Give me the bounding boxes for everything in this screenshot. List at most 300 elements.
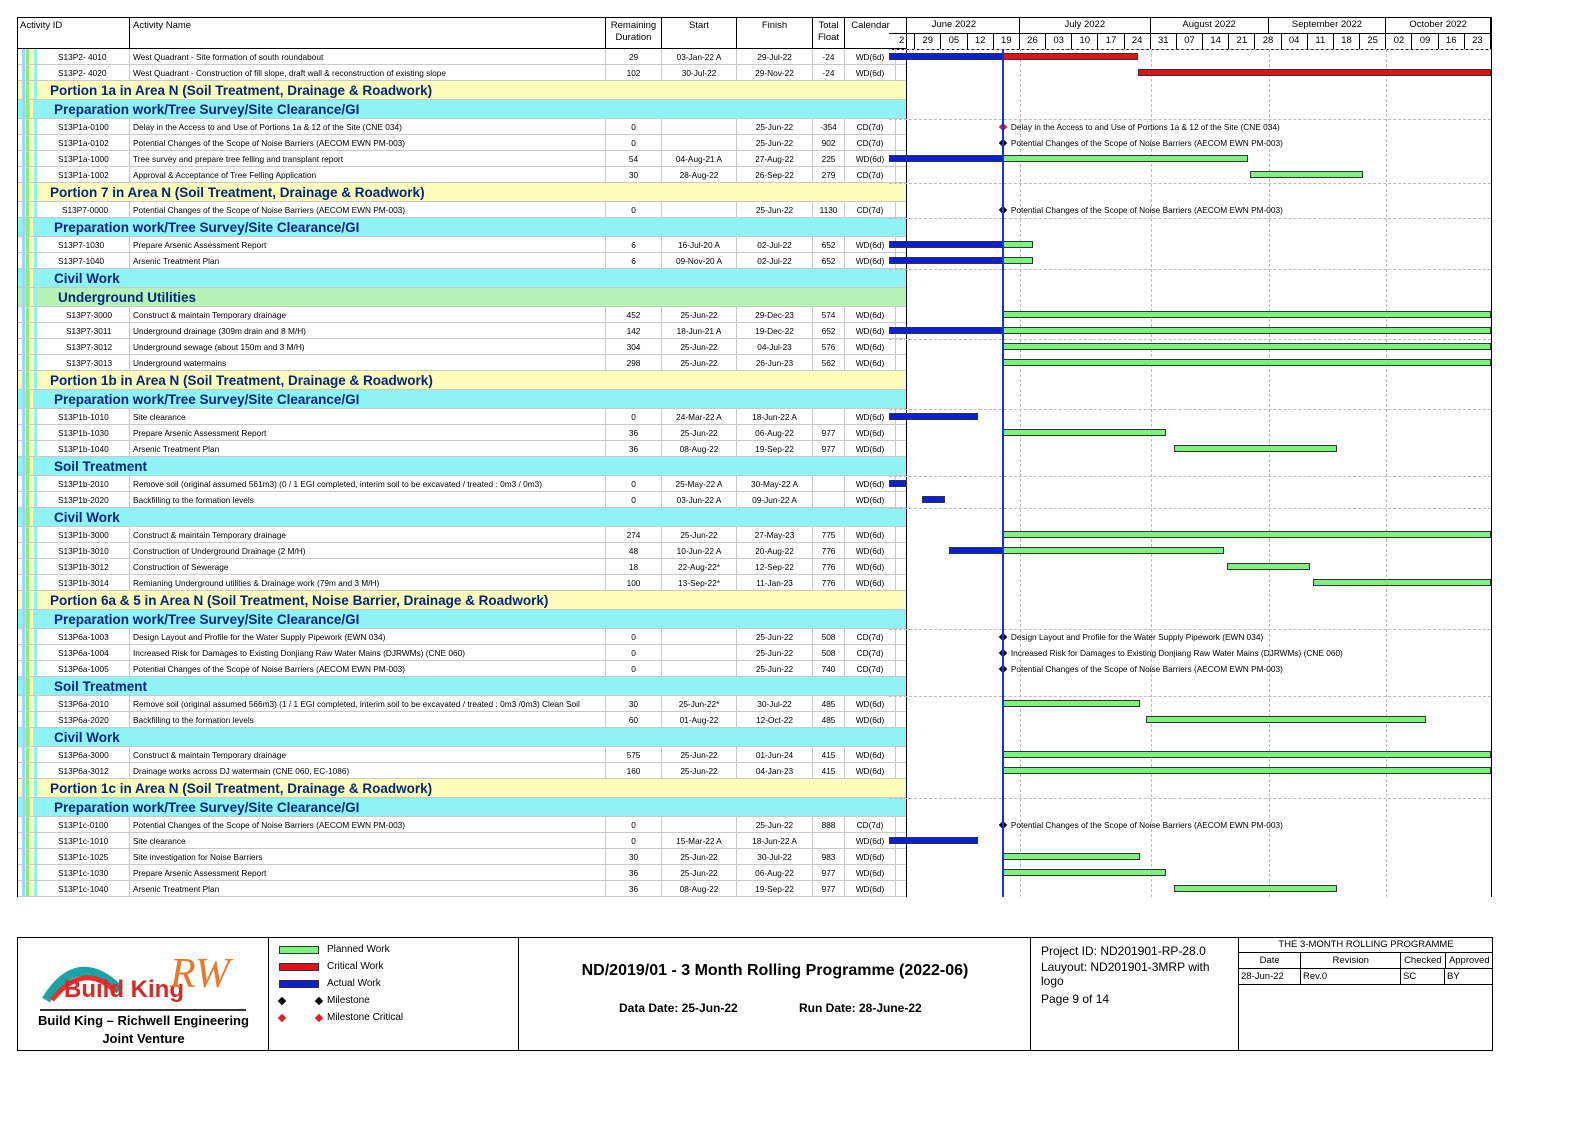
outline-stripes <box>18 508 40 526</box>
table-row[interactable] <box>18 65 906 81</box>
start-date: 16-Jul-20 A <box>662 237 737 252</box>
activity-name: Remove soil (original assumed 561m3) (0 / 1 EGI completed, interim soil to be excavated / treated : 0m3 / 0m3) <box>130 476 606 491</box>
timeline-months <box>889 18 1491 34</box>
week-label: 21 <box>1229 34 1255 49</box>
outline-stripes <box>18 747 40 762</box>
outline-stripes <box>18 849 40 864</box>
activity-name: Prepare Arsenic Assessment Report <box>130 237 606 252</box>
calendar: WD(6d) <box>845 559 896 574</box>
calendar: WD(6d) <box>845 49 896 64</box>
activity-name: Arsenic Treatment Plan <box>130 881 606 896</box>
wbs-group-header[interactable] <box>18 728 906 747</box>
start-date: 25-Jun-22 <box>662 763 737 778</box>
finish-date: 29-Jul-22 <box>737 49 813 64</box>
start-date <box>662 661 737 676</box>
wbs-portion-header[interactable] <box>18 371 906 390</box>
table-row[interactable] <box>18 237 906 253</box>
week-label: 23 <box>1465 34 1491 49</box>
total-float <box>813 833 845 848</box>
activity-id: S13P1b-3012 <box>18 559 130 574</box>
activity-id: S13P7-1030 <box>18 237 130 252</box>
table-row[interactable] <box>18 307 906 323</box>
planned-work-bar[interactable] <box>1174 885 1336 892</box>
header-start: Start <box>662 18 737 48</box>
remaining-duration: 0 <box>606 661 662 676</box>
wbs-group-header[interactable] <box>18 288 906 307</box>
remaining-duration: 30 <box>606 696 662 711</box>
total-float: 225 <box>813 151 845 166</box>
total-float: 977 <box>813 441 845 456</box>
table-row[interactable] <box>18 575 906 591</box>
row-gridline <box>889 339 1491 340</box>
wbs-group-header[interactable] <box>18 100 906 119</box>
revision-header <box>1239 953 1493 969</box>
rev-header-date: Date <box>1239 953 1301 968</box>
activity-name: Construct & maintain Temporary drainage <box>130 527 606 542</box>
legend-planned-swatch <box>279 946 319 954</box>
activity-name: Construction of Underground Drainage (2 M/H) <box>130 543 606 558</box>
row-gridline <box>889 696 1491 697</box>
row-gridline <box>889 49 1491 50</box>
outline-stripes <box>18 218 40 236</box>
remaining-duration: 298 <box>606 355 662 370</box>
outline-stripes <box>18 763 40 778</box>
title-cell <box>519 938 1031 1050</box>
wbs-label: Portion 1c in Area N (Soil Treatment, Drainage & Roadwork) <box>50 781 433 796</box>
outline-stripes <box>18 661 40 676</box>
activity-id: S13P1c-1030 <box>18 865 130 880</box>
planned-work-bar[interactable] <box>1003 155 1248 162</box>
outline-stripes <box>18 65 40 80</box>
activity-name: Backfilling to the formation levels <box>130 712 606 727</box>
start-date: 25-Jun-22 <box>662 425 737 440</box>
logo-caption-1: Build King – Richwell Engineering <box>38 1013 249 1028</box>
start-date: 08-Aug-22 <box>662 441 737 456</box>
start-date <box>662 202 737 217</box>
table-row[interactable] <box>18 747 906 763</box>
page-number: Page 9 of 14 <box>1041 992 1110 1006</box>
actual-work-bar[interactable] <box>922 496 946 503</box>
outline-stripes <box>18 425 40 440</box>
wbs-label: Preparation work/Tree Survey/Site Clearance/GI <box>54 220 360 235</box>
wbs-label: Portion 6a & 5 in Area N (Soil Treatment, Noise Barrier, Drainage & Roadwork) <box>50 593 549 608</box>
wbs-group-header[interactable] <box>18 390 906 409</box>
revision-row <box>1239 969 1493 985</box>
activity-id: S13P1c-0100 <box>18 817 130 832</box>
planned-work-bar[interactable] <box>1003 853 1140 860</box>
table-row[interactable] <box>18 119 906 135</box>
wbs-group-header[interactable] <box>18 269 906 288</box>
remaining-duration: 160 <box>606 763 662 778</box>
outline-stripes <box>18 371 40 389</box>
total-float: 977 <box>813 865 845 880</box>
actual-work-bar[interactable] <box>889 837 978 844</box>
total-float: 775 <box>813 527 845 542</box>
milestone-label: Design Layout and Profile for the Water Supply Pipework (EWN 034) <box>1010 632 1264 642</box>
activity-id: S13P1b-1040 <box>18 441 130 456</box>
wbs-label: Soil Treatment <box>54 459 148 474</box>
activity-name: West Quadrant - Construction of fill slope, draft wall & reconstruction of existing slope <box>130 65 606 80</box>
critical-work-bar[interactable] <box>1138 69 1491 76</box>
activity-id: S13P2- 4010 <box>18 49 130 64</box>
activity-name: Site clearance <box>130 409 606 424</box>
header-activity-id: Activity ID <box>18 18 130 48</box>
finish-date: 25-Jun-22 <box>737 629 813 644</box>
total-float: -24 <box>813 65 845 80</box>
activity-name: Prepare Arsenic Assessment Report <box>130 425 606 440</box>
week-label: 29 <box>915 34 941 49</box>
start-date: 03-Jan-22 A <box>662 49 737 64</box>
activity-id: S13P1c-1010 <box>18 833 130 848</box>
finish-date: 18-Jun-22 A <box>737 833 813 848</box>
activity-name: Potential Changes of the Scope of Noise Barriers (AECOM EWN PM-003) <box>130 661 606 676</box>
planned-work-bar[interactable] <box>1313 579 1491 586</box>
table-row[interactable] <box>18 661 906 677</box>
table-row[interactable] <box>18 881 906 897</box>
wbs-label: Civil Work <box>54 730 120 745</box>
remaining-duration: 36 <box>606 881 662 896</box>
start-date: 28-Aug-22 <box>662 167 737 182</box>
header-finish: Finish <box>737 18 813 48</box>
remaining-duration: 100 <box>606 575 662 590</box>
remaining-duration: 0 <box>606 833 662 848</box>
outline-stripes <box>18 881 40 896</box>
activity-name: Construct & maintain Temporary drainage <box>130 307 606 322</box>
activity-id: S13P6a-2020 <box>18 712 130 727</box>
milestone-critical-icon <box>315 1014 323 1022</box>
table-row[interactable] <box>18 527 906 543</box>
actual-work-bar[interactable] <box>889 327 1003 334</box>
start-date: 24-Mar-22 A <box>662 409 737 424</box>
actual-work-bar[interactable] <box>889 155 1003 162</box>
outline-stripes <box>18 167 40 182</box>
planned-work-bar[interactable] <box>1003 767 1491 774</box>
outline-stripes <box>18 135 40 150</box>
table-row[interactable] <box>18 49 906 65</box>
remaining-duration: 48 <box>606 543 662 558</box>
table-row[interactable] <box>18 817 906 833</box>
week-label: 10 <box>1072 34 1098 49</box>
total-float: 574 <box>813 307 845 322</box>
actual-work-bar[interactable] <box>889 480 907 487</box>
activity-name: Potential Changes of the Scope of Noise Barriers (AECOM EWN PM-003) <box>130 135 606 150</box>
table-row[interactable] <box>18 323 906 339</box>
table-row[interactable] <box>18 492 906 508</box>
remaining-duration: 142 <box>606 323 662 338</box>
activity-id: S13P6a-1005 <box>18 661 130 676</box>
activity-name: Arsenic Treatment Plan <box>130 253 606 268</box>
remaining-duration: 6 <box>606 253 662 268</box>
header-remaining-duration: Remaining Duration <box>606 18 662 48</box>
activity-name: Design Layout and Profile for the Water Supply Pipework (EWN 034) <box>130 629 606 644</box>
activity-id: S13P6a-2010 <box>18 696 130 711</box>
wbs-group-header[interactable] <box>18 677 906 696</box>
start-date: 13-Sep-22* <box>662 575 737 590</box>
table-row[interactable] <box>18 425 906 441</box>
planned-work-bar[interactable] <box>1003 547 1224 554</box>
calendar: WD(6d) <box>845 323 896 338</box>
total-float: 415 <box>813 747 845 762</box>
planned-work-bar[interactable] <box>1003 241 1033 248</box>
schedule-sheet <box>17 17 1522 1074</box>
row-gridline <box>889 629 1491 630</box>
actual-work-bar[interactable] <box>889 257 1003 264</box>
row-gridline <box>889 508 1491 509</box>
outline-stripes <box>18 629 40 644</box>
week-label: 31 <box>1151 34 1177 49</box>
rev-header-revision: Revision <box>1301 953 1401 968</box>
remaining-duration: 0 <box>606 409 662 424</box>
total-float: 977 <box>813 881 845 896</box>
row-gridline <box>889 218 1491 219</box>
milestone-icon <box>278 997 286 1005</box>
calendar: WD(6d) <box>845 575 896 590</box>
finish-date: 02-Jul-22 <box>737 237 813 252</box>
total-float: 776 <box>813 559 845 574</box>
finish-date: 27-Aug-22 <box>737 151 813 166</box>
outline-stripes <box>18 559 40 574</box>
wbs-label: Soil Treatment <box>54 679 148 694</box>
activity-id: S13P6a-3000 <box>18 747 130 762</box>
table-row[interactable] <box>18 865 906 881</box>
activity-id: S13P1a-0102 <box>18 135 130 150</box>
table-row[interactable] <box>18 339 906 355</box>
programme-title: ND/2019/01 - 3 Month Rolling Programme (2022-06) <box>581 962 969 979</box>
calendar: WD(6d) <box>845 476 896 491</box>
actual-work-bar[interactable] <box>889 53 1003 60</box>
legend-actual-swatch <box>279 980 319 988</box>
activity-id: S13P1a-0100 <box>18 119 130 134</box>
week-label: 03 <box>1046 34 1072 49</box>
table-row[interactable] <box>18 559 906 575</box>
wbs-label: Preparation work/Tree Survey/Site Clearance/GI <box>54 392 360 407</box>
planned-work-bar[interactable] <box>1003 257 1033 264</box>
table-row[interactable] <box>18 763 906 779</box>
gantt-bars-area <box>889 49 1491 897</box>
table-row[interactable] <box>18 151 906 167</box>
total-float: 576 <box>813 339 845 354</box>
remaining-duration: 30 <box>606 849 662 864</box>
header-calendar: Calendar <box>851 20 890 31</box>
critical-work-bar[interactable] <box>1003 53 1138 60</box>
week-label: 09 <box>1412 34 1438 49</box>
table-row[interactable] <box>18 355 906 371</box>
planned-work-bar[interactable] <box>1227 563 1311 570</box>
month-label: August 2022 <box>1151 18 1269 33</box>
row-gridline <box>889 183 1491 184</box>
week-label: 02 <box>1386 34 1412 49</box>
month-label: September 2022 <box>1269 18 1387 33</box>
activity-name: Remianing Underground utilities & Drainage work (79m and 3 M/H) <box>130 575 606 590</box>
table-row[interactable] <box>18 253 906 269</box>
header-total-float: Total Float <box>813 18 845 48</box>
outline-stripes <box>18 237 40 252</box>
total-float: 508 <box>813 629 845 644</box>
header-activity-name: Activity Name <box>130 18 606 48</box>
start-date: 25-Jun-22 <box>662 865 737 880</box>
calendar: CD(7d) <box>845 629 896 644</box>
layout-name: Lauyout: ND201901-3MRP with logo <box>1041 960 1210 988</box>
week-label: 28 <box>1255 34 1281 49</box>
finish-date: 30-May-22 A <box>737 476 813 491</box>
planned-work-bar[interactable] <box>1003 359 1491 366</box>
planned-work-bar[interactable] <box>1003 311 1491 318</box>
activity-id: S13P1b-3000 <box>18 527 130 542</box>
rev-checked: SC <box>1401 969 1445 984</box>
planned-work-bar[interactable] <box>1250 171 1363 178</box>
week-label: 18 <box>1334 34 1360 49</box>
actual-work-bar[interactable] <box>949 547 1003 554</box>
planned-work-bar[interactable] <box>1003 531 1491 538</box>
wbs-portion-header[interactable] <box>18 81 906 100</box>
start-date: 22-Aug-22* <box>662 559 737 574</box>
planned-work-bar[interactable] <box>1003 429 1167 436</box>
outline-stripes <box>18 441 40 456</box>
start-date: 25-May-22 A <box>662 476 737 491</box>
total-float: 888 <box>813 817 845 832</box>
activity-id: S13P7-3012 <box>18 339 130 354</box>
start-date: 15-Mar-22 A <box>662 833 737 848</box>
planned-work-bar[interactable] <box>1174 445 1336 452</box>
milestone-label: Potential Changes of the Scope of Noise Barriers (AECOM EWN PM-003) <box>1010 820 1283 830</box>
total-float: 485 <box>813 712 845 727</box>
outline-stripes <box>18 100 40 118</box>
activity-id: S13P1b-3014 <box>18 575 130 590</box>
outline-stripes <box>18 696 40 711</box>
wbs-portion-header[interactable] <box>18 183 906 202</box>
finish-date: 11-Jan-23 <box>737 575 813 590</box>
table-row[interactable] <box>18 476 906 492</box>
week-label: 05 <box>941 34 967 49</box>
outline-stripes <box>18 307 40 322</box>
activity-name: Construction of Sewerage <box>130 559 606 574</box>
wbs-portion-header[interactable] <box>18 779 906 798</box>
week-label: 2 <box>889 34 915 49</box>
table-row[interactable] <box>18 202 906 218</box>
planned-work-bar[interactable] <box>1003 700 1140 707</box>
start-date: 18-Jun-21 A <box>662 323 737 338</box>
table-row[interactable] <box>18 135 906 151</box>
outline-stripes <box>18 712 40 727</box>
planned-work-bar[interactable] <box>1003 327 1491 334</box>
remaining-duration: 0 <box>606 492 662 507</box>
table-row[interactable] <box>18 543 906 559</box>
table-row[interactable] <box>18 645 906 661</box>
finish-date: 26-Sep-22 <box>737 167 813 182</box>
wbs-group-header[interactable] <box>18 610 906 629</box>
activity-id: S13P1c-1040 <box>18 881 130 896</box>
total-float: 776 <box>813 543 845 558</box>
remaining-duration: 0 <box>606 119 662 134</box>
activity-id: S13P1b-1030 <box>18 425 130 440</box>
table-row[interactable] <box>18 712 906 728</box>
table-row[interactable] <box>18 696 906 712</box>
planned-work-bar[interactable] <box>1003 751 1491 758</box>
calendar: WD(6d) <box>845 409 896 424</box>
legend-milestone-critical: Milestone Critical <box>327 1012 404 1023</box>
calendar: WD(6d) <box>845 151 896 166</box>
table-row[interactable] <box>18 167 906 183</box>
wbs-group-header[interactable] <box>18 508 906 527</box>
table-row[interactable] <box>18 833 906 849</box>
start-date <box>662 119 737 134</box>
remaining-duration: 0 <box>606 629 662 644</box>
activity-name: Potential Changes of the Scope of Noise Barriers (AECOM EWN PM-003) <box>130 817 606 832</box>
outline-stripes <box>18 355 40 370</box>
wbs-label: Preparation work/Tree Survey/Site Clearance/GI <box>54 800 360 815</box>
calendar: WD(6d) <box>845 425 896 440</box>
remaining-duration: 36 <box>606 441 662 456</box>
total-float: 652 <box>813 323 845 338</box>
remaining-duration: 575 <box>606 747 662 762</box>
project-cell <box>1031 938 1239 1050</box>
remaining-duration: 0 <box>606 135 662 150</box>
start-date: 25-Jun-22 <box>662 849 737 864</box>
rev-date: 28-Jun-22 <box>1239 969 1301 984</box>
wbs-group-header[interactable] <box>18 218 906 237</box>
finish-date: 27-May-23 <box>737 527 813 542</box>
table-row[interactable] <box>18 629 906 645</box>
wbs-group-header[interactable] <box>18 798 906 817</box>
calendar: CD(7d) <box>845 202 896 217</box>
week-label: 04 <box>1282 34 1308 49</box>
outline-stripes <box>18 833 40 848</box>
outline-stripes <box>18 865 40 880</box>
remaining-duration: 452 <box>606 307 662 322</box>
milestone-critical-icon <box>278 1014 286 1022</box>
milestone-label: Delay in the Access to and Use of Portions 1a & 12 of the Site (CNE 034) <box>1010 122 1280 132</box>
planned-work-bar[interactable] <box>1003 343 1491 350</box>
remaining-duration: 6 <box>606 237 662 252</box>
calendar: WD(6d) <box>845 253 896 268</box>
wbs-portion-header[interactable] <box>18 591 906 610</box>
finish-date: 25-Jun-22 <box>737 119 813 134</box>
table-row[interactable] <box>18 409 906 425</box>
total-float <box>813 492 845 507</box>
wbs-label: Portion 7 in Area N (Soil Treatment, Drainage & Roadwork) <box>50 185 425 200</box>
outline-stripes <box>18 591 40 609</box>
table-row[interactable] <box>18 441 906 457</box>
total-float: 652 <box>813 253 845 268</box>
finish-date: 29-Nov-22 <box>737 65 813 80</box>
total-float: 652 <box>813 237 845 252</box>
outline-stripes <box>18 119 40 134</box>
finish-date: 12-Sep-22 <box>737 559 813 574</box>
planned-work-bar[interactable] <box>1003 869 1167 876</box>
actual-work-bar[interactable] <box>889 241 1003 248</box>
gantt-chart <box>889 17 1492 897</box>
start-date: 25-Jun-22 <box>662 355 737 370</box>
actual-work-bar[interactable] <box>889 413 978 420</box>
total-float: 902 <box>813 135 845 150</box>
wbs-group-header[interactable] <box>18 457 906 476</box>
table-row[interactable] <box>18 849 906 865</box>
activity-id: S13P6a-1004 <box>18 645 130 660</box>
remaining-duration: 304 <box>606 339 662 354</box>
activity-id: S13P1b-1010 <box>18 409 130 424</box>
project-id: Project ID: ND201901-RP-28.0 <box>1041 944 1206 958</box>
week-label: 25 <box>1360 34 1386 49</box>
calendar: WD(6d) <box>845 543 896 558</box>
wbs-label: Preparation work/Tree Survey/Site Clearance/GI <box>54 612 360 627</box>
milestone-icon <box>315 997 323 1005</box>
row-gridline <box>889 409 1491 410</box>
month-label: October 2022 <box>1386 18 1491 33</box>
total-float: 740 <box>813 661 845 676</box>
timeline-weeks <box>889 34 1491 50</box>
row-gridline <box>889 798 1491 799</box>
planned-work-bar[interactable] <box>1146 716 1426 723</box>
